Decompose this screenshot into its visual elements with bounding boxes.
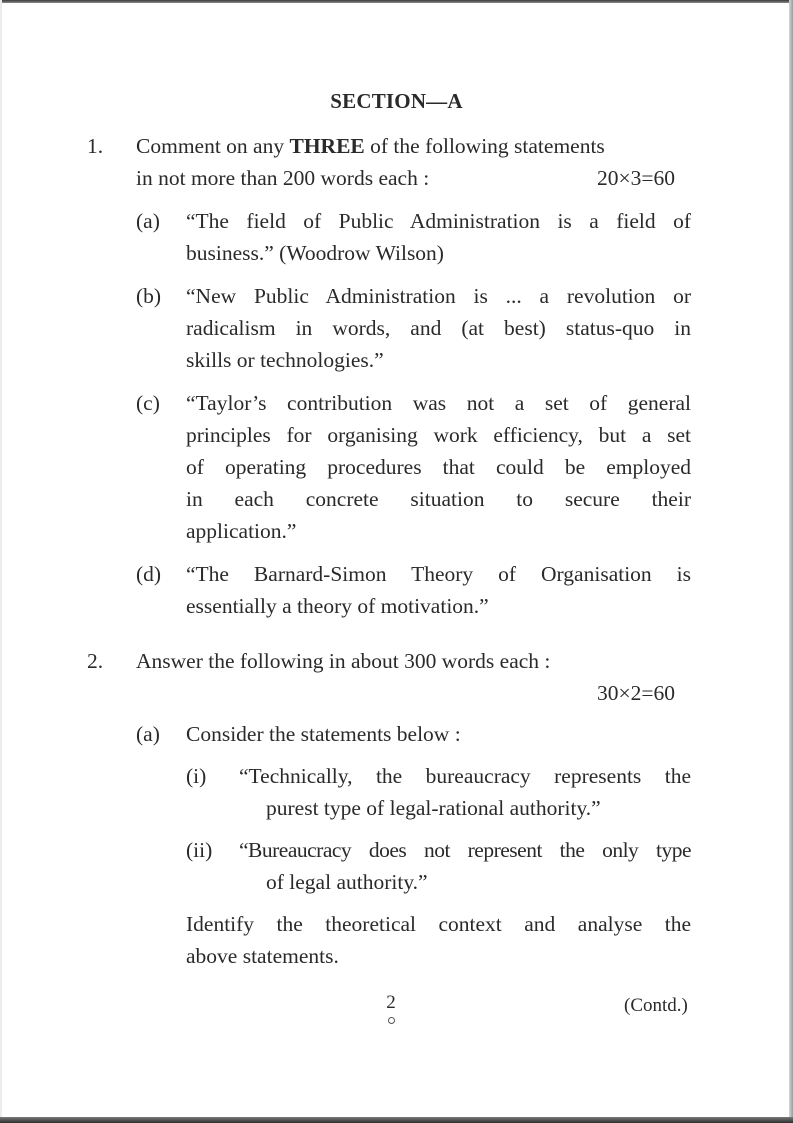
- question-prompt: Answer the following in about 300 words each :: [136, 649, 551, 673]
- subpart-text-line: “Bureaucracy does not represent the only type: [239, 838, 691, 862]
- part-text-line: application.”: [186, 519, 297, 543]
- question-number: 1.: [87, 134, 104, 158]
- part-label: (a): [136, 722, 160, 746]
- part-text-line: “The Barnard-Simon Theory of Organisation is: [186, 562, 691, 586]
- part-text-line: skills or technologies.”: [186, 348, 384, 372]
- scan-edge-left: [0, 0, 2, 1123]
- subpart-label: (i): [186, 764, 207, 788]
- page-dot-mark: [388, 1017, 395, 1024]
- part-text-line: in each concrete situation to secure their: [186, 487, 691, 511]
- part-text-line: “Taylor’s contribution was not a set of general: [186, 391, 691, 415]
- question-number: 2.: [87, 649, 104, 673]
- scan-edge-bottom: [0, 1117, 793, 1123]
- part-text-line: principles for organising work efficiency, but a set: [186, 423, 691, 447]
- continued-label: (Contd.): [624, 995, 688, 1016]
- part-text-line: of operating procedures that could be employed: [186, 455, 691, 479]
- part-text-line: essentially a theory of motivation.”: [186, 594, 489, 618]
- marks-allocation: 30×2=60: [597, 681, 676, 705]
- part-text-line: radicalism in words, and (at best) status-quo in: [186, 316, 691, 340]
- part-label: (c): [136, 391, 160, 415]
- marks-allocation: 20×3=60: [597, 166, 676, 190]
- part-label: (a): [136, 209, 160, 233]
- emphasis-three: THREE: [289, 134, 365, 158]
- part-label: (b): [136, 284, 162, 308]
- part-label: (d): [136, 562, 162, 586]
- instruction-line: Identify the theoretical context and analyse the: [186, 912, 691, 936]
- subpart-text-line: purest type of legal-rational authority.”: [266, 796, 601, 820]
- subpart-text-line: “Technically, the bureaucracy represents the: [239, 764, 691, 788]
- part-text-line: “The field of Public Administration is a field of: [186, 209, 691, 233]
- page-number: 2: [386, 992, 396, 1013]
- question-prompt: Comment on any THREE of the following statements: [136, 134, 605, 158]
- part-text-line: “New Public Administration is ... a revolution or: [186, 284, 691, 308]
- subpart-label: (ii): [186, 838, 213, 862]
- section-heading: SECTION—A: [330, 89, 463, 113]
- subpart-text-line: of legal authority.”: [266, 870, 428, 894]
- question-prompt-line2: in not more than 200 words each :: [136, 166, 430, 190]
- scan-edge-right: [789, 0, 793, 1123]
- instruction-line: above statements.: [186, 944, 339, 968]
- scan-edge-top: [0, 0, 793, 3]
- part-intro: Consider the statements below :: [186, 722, 461, 746]
- part-text-line: business.” (Woodrow Wilson): [186, 241, 444, 265]
